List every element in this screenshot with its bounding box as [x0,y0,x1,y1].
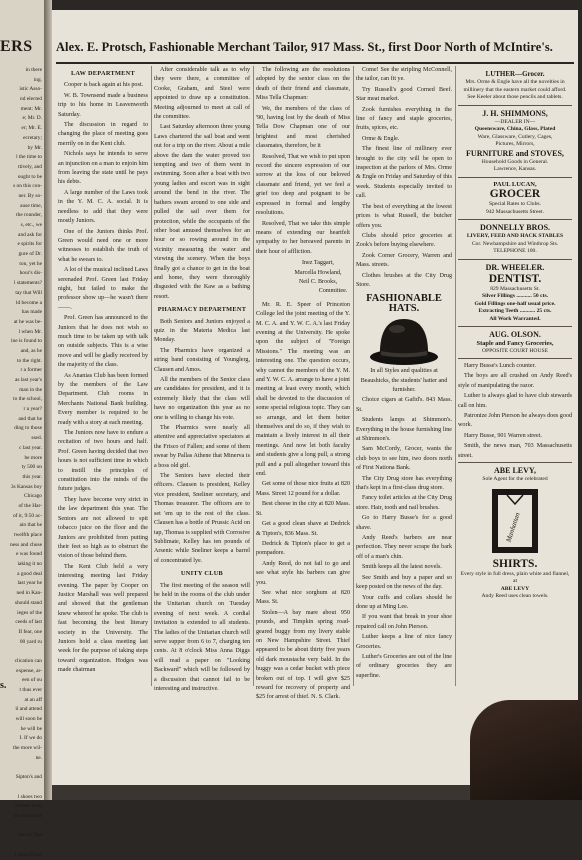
left-page-line: at an aff [24,696,42,703]
column-divider [353,66,354,686]
article-paragraph: Mr. R. E. Speer of Princeton College led the joint meeting of the Y. M. C. A. and Y. W. C. A.'s last Friday evening at the University. He spoke upon the subject of "Foreign Missions." The meeting was an interesting one. The question occurs, why cannot the members of the Y. M. and Y. W. C. A. arrange to have a joint meeting at least every month, which shall be devoted to the discussion of some special religious topic. They can so arrange, and let them better themselves and do so, if they wish to maintain a lively interest in all their meetings. And now let both faculty and students give a long pull, a strong pull and a pull altogether toward this end. [256,301,350,478]
left-page-line: r a year? [23,406,42,413]
ad-headline: DENTIST. [488,272,542,285]
article-paragraph: Both Seniors and Juniors enjoyed a quiz in the Materia Medica last Monday. [154,318,250,344]
article-paragraph: Your cuffs and collars should be done up at Ming Lee. [356,594,452,610]
ad-text: TELEPHONE 100. [493,248,537,254]
signature-line: Committee. [318,288,348,295]
left-page-line: has made [21,309,42,316]
ad-headline: SHIRTS. [492,557,538,570]
left-page-line: Sipton's and [15,774,42,781]
ad-title: DR. WHEELER. [485,262,545,272]
signature-line: Marcella Howland, [294,269,342,276]
column-divider [455,66,456,686]
article-paragraph: They have become very strict in the law department this year. The Seniors are not allowed to spit tobacco juice on the floor and the Juniors are prohibited from putting their feet so high as to obstruct the vision of those behind them. [58,496,148,560]
left-page-line: c last year. [19,444,42,451]
left-page-line: ned in Kan- [16,590,42,597]
left-page-line: last year he [17,580,42,587]
left-page-line: ty 500 on [21,464,42,471]
left-page-line: to the right. [16,357,42,364]
left-page-line: clication can [14,657,42,664]
left-page-line: I. If we do [19,735,42,742]
ad-text: 829 Massachusetts St. [490,285,540,292]
local-ads-text [356,66,452,290]
article-paragraph: Luther's Groceries are out of the line of ordinary groceries they are superfine. [356,653,452,679]
left-page-line: one on fine [17,832,42,839]
left-page-line: and that he [18,415,42,422]
left-page-line: ecretary; [23,134,42,141]
hat-caption: In all Styles and qualities at Beaushicks, the students' hatter and furnisher. [360,368,448,393]
article-paragraph: Fancy toilet articles at the City Drug store. Hair, tooth and nail brushes. [356,495,452,511]
ad-headline: GROCER [489,188,541,200]
article-paragraph: Clubs should price groceries at Zook's before buying elsewhere. [356,232,452,249]
article-paragraph: The finest line of millinery ever brought to the city will be open to inspection at the parlors of Mrs. Orme & Engle on Friday and Saturday of this week. Students especially invited to call. [356,146,452,200]
ad-title: FURNITURE and STOVES, [466,148,564,158]
left-page-line [0,822,42,832]
article-paragraph: The best of everything at the lowest prices is what Russell, the butcher offers you. [356,203,452,229]
left-page-heading: ERS [0,38,33,55]
left-page-line: should stand [14,599,42,606]
article-paragraph: Luther is always glad to have club stewards call on him. [458,393,572,409]
left-page-line: be more [24,454,42,461]
left-page-line: he will be [20,725,42,732]
left-page-line: e; Mr. D. [22,115,42,122]
left-page-line: iaking it no [17,561,42,568]
shirt-brand-label: Manhattan [504,511,522,543]
left-page-line: slauses Zorn [14,803,42,810]
left-page-line: at he was be- [13,318,42,325]
signature-line: Neil C. Brooks, [298,278,338,285]
ad-title: J. H. SHIMMONS, [482,108,548,118]
resolutions-article [256,66,350,257]
ad-text: 942 Massachusetts Street. [486,208,544,215]
left-page-line: ner. By so- [18,192,42,199]
manhattan-shirt-box-illustration [491,488,539,554]
article-paragraph: See what nice sorghum at 820 Mass. St. [256,589,350,606]
article-paragraph: Harry Busse, 901 Warren street. [464,432,542,439]
article-paragraph: Best cheese in the city at 820 Mass. St. [256,501,350,517]
article-paragraph: Get some of those nice fruits at 820 Mass. Street 12 pound for a dollar. [256,481,350,497]
left-page-line: tay that Will [15,289,42,296]
left-page-line: nd elected [20,96,42,103]
aug-olson-ad [458,327,572,359]
article-paragraph: After considerable talk as to why they were there, a committee of Cooke, Graham, and Steel were appointed to draw up a constitution. Meeting adjourned to meet at call of the committee. [154,67,250,121]
ad-text: All Work Warranted. [489,315,541,322]
article-paragraph: The City Drug store has everything that's kept in a first-class drug store. [356,475,452,492]
article-paragraph: Clothes brushes at the City Drug Store. [356,272,452,288]
left-page-line: twelfth place [14,532,42,538]
article-paragraph: Stolen—A bay mare about 950 pounds, and Timpkin spring road-geared buggy from my livery stable on New Hampshire Street. Thief appeared to be about thirty five years old dark moustache very bald. In the buggy was a cedar bucket with piece broken out of top. I will give $25 reward for recovery of property and $25 for arrest of thief. N. S. Clark. [256,609,350,701]
header-rule [56,62,574,64]
left-page-line: 00 yard ru [19,638,42,645]
local-notices [256,301,350,703]
left-page-line: hour's dis- [19,270,42,277]
left-page-line: by Mr. [27,144,42,151]
ad-title: AUG. OLSON. [489,330,541,339]
article-paragraph: A large number of the Laws took in the Y. M. C. A. social. It is needless to add that they were mostly Juniors. [58,189,148,225]
book-gutter [44,0,52,800]
ad-text: ABE LEVY [500,585,530,592]
column-5-notices [458,362,572,461]
left-page-line: this year. [22,473,42,480]
article-paragraph: Prof. Green has announced to the Juniors that he does not wish so much time to be taken up with talk on outside subjects. This is a wise move and will be gladly received by the majority of the class. [58,315,148,369]
left-page-bottom: s. [0,680,7,691]
ad-text: Every style in full dress, plain white and flannel, at [460,570,570,585]
left-page-line: will soon be [15,716,42,723]
law-department-continued [154,66,250,302]
left-page-line: and, as he [20,347,42,354]
left-page-line: ssed. [31,435,42,442]
left-page-line: l shoes two [17,793,42,800]
page-corner-shadow [470,700,582,800]
left-page-line [0,647,42,657]
article-paragraph: Choice cigars at Gafid's. 843 Mass. St. [356,397,452,413]
ad-text: Silver Fillings ........... 50 cts. [481,293,549,299]
column-1 [58,66,148,746]
column-3 [256,66,350,746]
article-paragraph: A lot of the musical inclined Laws serenaded Prof. Green last Friday night, but failed to make the professor show up—he wasn't there——. [58,267,148,311]
article-paragraph: Andy Reed, do not fail to go and see what style his barbers can give you. [256,560,350,586]
article-paragraph: The Pharmics have organized a string band consisting of Younglerg, Clausen and Amos. [154,347,250,373]
paul-lucan-ad [458,178,572,221]
article-paragraph: Get a good clean shave at Dedrick & Tipton's, 836 Mass. St. [256,521,350,537]
left-page-line: II fear, one [18,628,42,635]
article-paragraph: See Smith and buy a paper and so keep posted on the news of the day. [356,574,452,591]
article-paragraph: One of the Juniors thinks Prof. Green would need one or more witnesses to establish the truth of what he swears to. [58,228,148,263]
ad-text: Sole Agent for the celebrated [482,476,548,483]
ad-text: Lawrence, Kansas. [493,166,537,172]
article-paragraph: If you want that break in your shoe repaired call on John Pierson. [356,614,452,630]
left-page-line: l shoes fixed [14,851,42,858]
ad-title: DONNELLY BROS. [479,223,551,232]
left-page-line: een of ou [21,677,42,684]
left-page-line: il and attend [15,706,42,713]
article-paragraph: The Juniors now have to endure a recitation of two hours and half. Prof. Green having decided that two hours is not sufficient time in which to instill the principles of constitution into the minds of the future judges. [58,430,148,493]
luther-grocer-ad [458,66,572,106]
pharmacy-department-heading: PHARMACY DEPARTMENT [157,306,247,314]
pharmacy-articles [154,318,250,567]
article-paragraph: The Seniors have elected their officers. Clausen is president, Kelley vice president, Sneliner secretary, and Thomas treasurer. The officers are to set 'em up to the rest of the class. Clausen has a bottle of Prussic Acid on tap, Thomas is supplied with Corrosive Sublimate, Kelley has ten pounds of Arsenic while Sneliner keeps a barrel of concentrated lye. [154,473,250,564]
ad-text: See Keeler about those pencils and tablets. [467,94,563,100]
left-page-line: ine is found to [11,338,42,345]
left-page-line: ton, yet he [19,260,42,267]
left-page-line: l statements? [14,280,42,287]
ad-text: LIVERY, FEED AND HACK STABLES [466,233,564,239]
article-paragraph: We, the members of the class of '90, having lost by the death of Miss Tella Dow Chapman one of our brightest and most cherished classmates, therefore, be it [256,105,350,150]
abe-levy-ad [458,462,572,604]
article-paragraph: Smith, the news man, 703 Massachusetts street. [458,443,572,459]
shimmons-ad [458,106,572,178]
article-paragraph: Orme & Engle. [362,135,400,142]
article-paragraph: Resolved, That we wish to put upon record the sincere expression of our sorrow at the loss of our beloved classmate and friend, yet we feel a grief too deep and poignant to be expressed in formal and lengthy resolutions. [256,153,350,217]
left-page-line: ment: Mr. [20,105,42,112]
ad-text: Gold Fillings one-half usual price. [474,300,556,307]
ad-title: ABE LEVY, [494,466,536,476]
article-paragraph: Zook furnishes everything in the line of fancy and staple groceries, fruits, spices, etc. [356,106,452,132]
left-page-line: ceeds of last [15,619,42,626]
article-paragraph: Dedrick & Tipton's place to get a pompadore. [256,540,350,557]
article-paragraph: Zook Corner Grocery, Warren and Mass. streets. [356,252,452,269]
page-header-ad: Alex. E. Protsch, Fashionable Merchant Tailor, 917 Mass. St., first Door North of McIntire's. [56,40,553,54]
dr-wheeler-ad [458,260,572,328]
ad-text: OPPOSITE COURT HOUSE [481,347,549,354]
left-page-line: s, etc., we [20,222,42,228]
column-divider [151,66,152,686]
article-paragraph: As Ananias Club has been formed by the members of the Law Department. Club rooms in Merchants National Bank building. Every member is required to be ready with a story at each meeting. [58,372,148,426]
left-page-line: ause time, [20,202,42,209]
article-paragraph: The following are the resolutions adopted by the senior class on the death of their friend and classmate, Miss Tella Chapman: [256,67,350,102]
left-page-line: ne. [35,754,42,761]
left-page-line: in there [25,67,42,73]
left-page-line: of it, 9:50 ac- [12,512,42,519]
article-paragraph: W. B. Townsend made a business trip to his home in Leavenworth Saturday. [58,92,148,118]
left-page-line: e was found [15,551,42,558]
ad-text: Extracting Teeth ........... 25 cts. [478,308,552,314]
article-paragraph: Go to Harry Busse's for a good shave. [356,515,452,531]
ad-text: Household Goods in General. [481,158,549,165]
left-page-line: expense, ar- [16,667,42,674]
left-page-line: on wholesale [13,812,42,819]
column-5-ads [458,66,572,746]
ad-text: Mrs. Orme & Engle have all the novelties in millinery that the eastern market could afford. [463,79,567,93]
left-page-fragment [0,0,44,858]
left-page-line: gure of Dr. [18,251,42,258]
left-page-line: of the Har- [18,502,42,509]
left-page-line: 3s Kansas boy [10,483,42,490]
article-paragraph: Sam McCordy, Grocer, wants the club boys to see him, two doors north of First Nationa Bank. [356,446,452,472]
article-paragraph: Luther keeps a line of nice fancy Groceries. [356,634,452,650]
left-page-text [0,66,44,860]
left-page-line: r a former [20,367,42,374]
left-page-line: ing. [33,76,42,83]
column-4 [356,66,452,746]
left-page-line: to the school, [13,396,42,403]
article-paragraph: Come! See the stripling McConnell, the tailor, can fit ye. [356,67,452,83]
left-page-line [0,783,42,793]
article-paragraph: Harry Busse's Lunch counter. [464,363,536,369]
left-page-line: as last year's [14,377,42,383]
column-2 [154,66,250,746]
article-paragraph: Students lamps at Shimmon's. Everything in the house furnishing line at Shimmon's. [356,417,452,442]
article-paragraph: The boys are all crushed on Andy Reed's style of manipulating the razor. [458,373,572,389]
ad-text: Queensware, China, Glass, Plated [474,126,556,132]
ad-text: Staple and Fancy Groceries, [476,340,554,347]
article-paragraph: The discussion in regard to changing the place of meeting goes merrily on in the Kent club. [58,122,148,147]
left-page-line: and ask for [18,231,42,238]
left-page-line: man in the [19,386,42,393]
law-department-articles [58,81,148,675]
law-department-heading: LAW DEPARTMENT [70,70,136,77]
local-notices-2 [356,396,452,681]
bowler-hat-illustration [367,315,441,367]
left-page-line: Chicago [24,493,42,500]
article-paragraph: Andy Reed's barbers are near perfection. They never scrape the bark off of a man's chin. [356,535,452,560]
left-page-line: istic Asso- [19,86,42,93]
ad-text: Special Rates to Clubs. [489,201,541,207]
left-page-line: e spirits for [17,241,42,248]
ad-text: Andy Reed uses clean towels. [481,593,549,600]
left-page-line: t thus ever [19,687,42,693]
left-page-line: ding to those [14,425,42,432]
article-paragraph: All the members of the Senior class are candidates for president, and it is extremely likely that the class will have no organization this year as no one is willing to change his vote. [154,377,250,421]
left-page-line: ness and chose [9,541,42,548]
fashionable-hats-heading: FASHIONABLE HATS. [366,293,442,314]
article-paragraph: The first meeting of the season will be held in the rooms of the club under the Unitarian church on Tuesday evening of next week. A cordial invitation is extended to all students. The ladies of the Unitarian church will serve supper from 6 to 7, charging ten cents. At 8 o'clock Miss Anna Diggs will read a paper on "Looking Backward" which will be followed by a discussion that cannot fail to be interesting and instructive. [154,582,250,692]
ad-text: Pictures, Mirrors, [495,141,535,147]
left-page-line: ld become a [15,299,42,306]
newspaper-page [52,10,578,785]
ad-title: LUTHER—Grocer. [485,70,545,78]
left-page-line [0,764,42,774]
column-divider [253,66,254,686]
unity-club-article [154,582,250,695]
left-page-line: er; Mr. E. [21,125,42,132]
ad-text: Ware, Glassware, Cutlery, Cages, [477,133,553,140]
article-paragraph: Nichols says he intends to serve an injunction on a man to enjoin him from leaving the state until he pays his debts. [58,151,148,186]
left-page-line: l the time to [16,154,42,161]
left-page-line: ttively, and [18,163,42,170]
donnelly-bros-ad [458,220,572,260]
committee-signature [286,259,350,297]
left-page-line: a good deal [17,570,42,577]
left-page-line [0,841,42,851]
article-paragraph: Resolved, That we take this simple means of extending our heartfelt sympathy to her bereaved parents in their hour of affliction. [256,220,350,255]
left-page-line: s on this con- [13,183,42,190]
left-page-line: ought to be [17,173,42,180]
left-page-line: l when Mr. [18,328,42,335]
article-paragraph: The Kent Club held a very interesting meeting last Friday evening. The paper by Cooper on Justice Marshall was well prepared and showed that the gentleman knew whereof he spoke. The club is fast becoming the best literary society in the University. The Juniors hold a class meeting last week for the purpose of taking steps toward organization. Hodges was made chairman [58,563,148,674]
article-paragraph: Try Russell's good Corned Beef. Star meat market. [356,86,452,103]
left-page-line: the more wil- [12,745,42,752]
unity-club-heading: UNITY CLUB [180,570,224,578]
ad-title: PAUL LUCAN, [493,180,537,188]
article-paragraph: The Pharmics were nearly all attentive and appreciative spectators at the Frisco of Fallen; and some of them swear by Pallas Athene that Minerva is a boss old girl. [154,425,250,469]
ad-text: Cor. Newhampshire and Winthrop Sts. [471,240,559,247]
article-paragraph: Last Saturday afternoon three young Laws chartered the sail boat and went out for a trip on the river. About a mile above the dam the water proved too tempting and two of them went in swimming. Soon after a boat with two young ladies and escort was in sight around the bend in the river. The bathers swam around to one side and pulled the sail over them for protection, while the occupants of the other boat amused themselves for an hour or so rowing around in the vicinity measuring the water and viewing the scenery. When the boys finally got a chance to get in the boat and home, they were thoroughly disgusted with the Kaw as a bathing resort. [154,124,250,300]
article-paragraph: Cooper is back again at his post. [64,82,144,89]
left-page-line: ieges of the [17,609,42,616]
article-paragraph: Smith keeps all the latest novels. [362,564,442,571]
article-paragraph: Patronize John Pierson he always does good work. [458,413,572,429]
left-page-line: the rounder, [16,212,42,219]
ad-text: —DEALER IN— [494,118,536,125]
left-page-line: ain that he [19,522,42,529]
signature-line: Inez Taggart, [302,260,334,267]
